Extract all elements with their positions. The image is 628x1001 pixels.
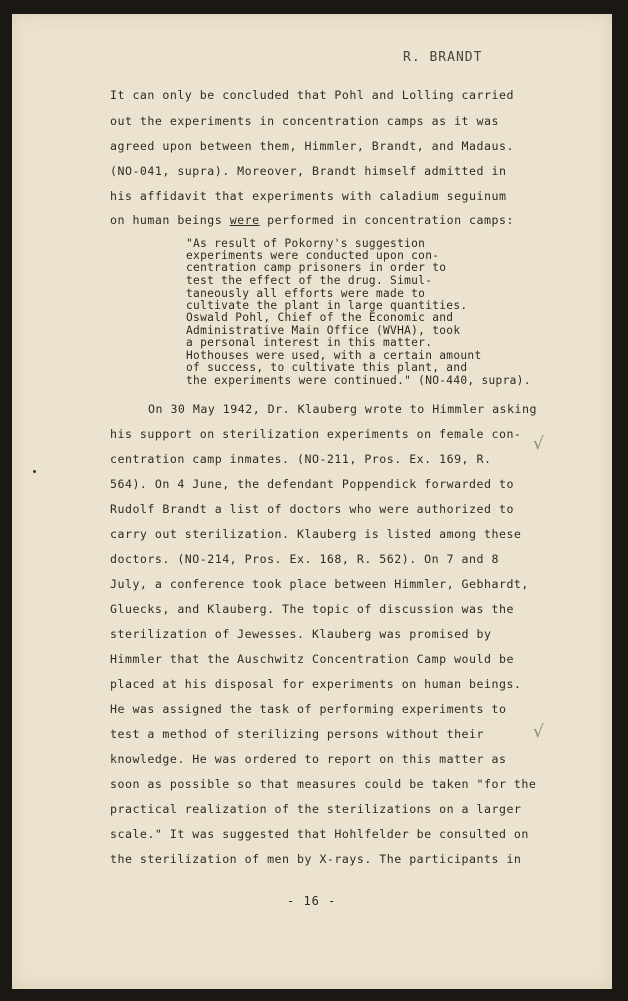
quote-line: cultivate the plant in large quantities. bbox=[186, 299, 468, 312]
quote-line: of success, to cultivate this plant, and bbox=[186, 361, 468, 374]
paragraph-2-line: He was assigned the task of performing experiments to bbox=[110, 702, 507, 716]
page-number: - 16 - bbox=[287, 894, 337, 908]
paragraph-2-line: placed at his disposal for experiments on human beings. bbox=[110, 677, 522, 691]
paragraph-2-line: sterilization of Jewesses. Klauberg was promised by bbox=[110, 627, 492, 641]
paragraph-2-line: Rudolf Brandt a list of doctors who were authorized to bbox=[110, 502, 514, 516]
quote-line: Administrative Main Office (WVHA), took bbox=[186, 324, 461, 337]
text-segment: performed in concentration camps: bbox=[259, 213, 514, 227]
paragraph-2-line: doctors. (NO-214, Pros. Ex. 168, R. 562). On 7 and 8 bbox=[110, 552, 499, 566]
quote-line: centration camp prisoners in order to bbox=[186, 261, 447, 274]
paragraph-2-line: Gluecks, and Klauberg. The topic of discussion was the bbox=[110, 602, 514, 616]
paragraph-2-line: the sterilization of men by X-rays. The participants in bbox=[110, 852, 522, 866]
underlined-word: were bbox=[229, 213, 260, 227]
paragraph-2-line: his support on sterilization experiments on female con- bbox=[110, 427, 522, 441]
paragraph-2-line: carry out sterilization. Klauberg is listed among these bbox=[110, 527, 522, 541]
quote-line: experiments were conducted upon con- bbox=[186, 249, 440, 262]
paragraph-2-line: practical realization of the sterilizations on a larger bbox=[110, 802, 522, 816]
paragraph-1-line: out the experiments in concentration camps as it was bbox=[110, 114, 499, 128]
quote-line: the experiments were continued." (NO-440, supra). bbox=[186, 374, 531, 387]
margin-dot-icon bbox=[33, 470, 36, 473]
paragraph-2-line: soon as possible so that measures could be taken "for the bbox=[110, 777, 537, 791]
text-segment: on human beings bbox=[110, 213, 230, 227]
quote-line: taneously all efforts were made to bbox=[186, 287, 426, 300]
paragraph-1-line: (NO-041, supra). Moreover, Brandt himself admitted in bbox=[110, 164, 507, 178]
quote-line: Hothouses were used, with a certain amount bbox=[186, 349, 482, 362]
paragraph-2-line: Himmler that the Auschwitz Concentration Camp would be bbox=[110, 652, 514, 666]
paragraph-1-line: his affidavit that experiments with caladium seguinum bbox=[110, 189, 507, 203]
page-header: R. BRANDT bbox=[403, 50, 483, 65]
paragraph-2-line: 564). On 4 June, the defendant Poppendick forwarded to bbox=[110, 477, 514, 491]
paragraph-2-line: scale." It was suggested that Hohlfelder be consulted on bbox=[110, 827, 529, 841]
paragraph-1-line: agreed upon between them, Himmler, Brandt, and Madaus. bbox=[110, 139, 514, 153]
quote-line: Oswald Pohl, Chief of the Economic and bbox=[186, 311, 454, 324]
paragraph-2-line: July, a conference took place between Himmler, Gebhardt, bbox=[110, 577, 529, 591]
check-mark-icon: √ bbox=[533, 722, 544, 742]
quote-line: a personal interest in this matter. bbox=[186, 336, 433, 349]
paragraph-1-line bbox=[110, 213, 514, 227]
paragraph-2-line: On 30 May 1942, Dr. Klauberg wrote to Himmler asking bbox=[148, 402, 537, 416]
paragraph-2-line: test a method of sterilizing persons without their bbox=[110, 727, 485, 741]
paragraph-2-line: centration camp inmates. (NO-211, Pros. Ex. 169, R. bbox=[110, 452, 492, 466]
paragraph-1-line: It can only be concluded that Pohl and Lolling carried bbox=[110, 88, 514, 102]
quote-line: test the effect of the drug. Simul- bbox=[186, 274, 433, 287]
quote-line: "As result of Pokorny's suggestion bbox=[186, 237, 426, 250]
check-mark-icon: √ bbox=[533, 434, 544, 454]
paragraph-2-line: knowledge. He was ordered to report on this matter as bbox=[110, 752, 507, 766]
